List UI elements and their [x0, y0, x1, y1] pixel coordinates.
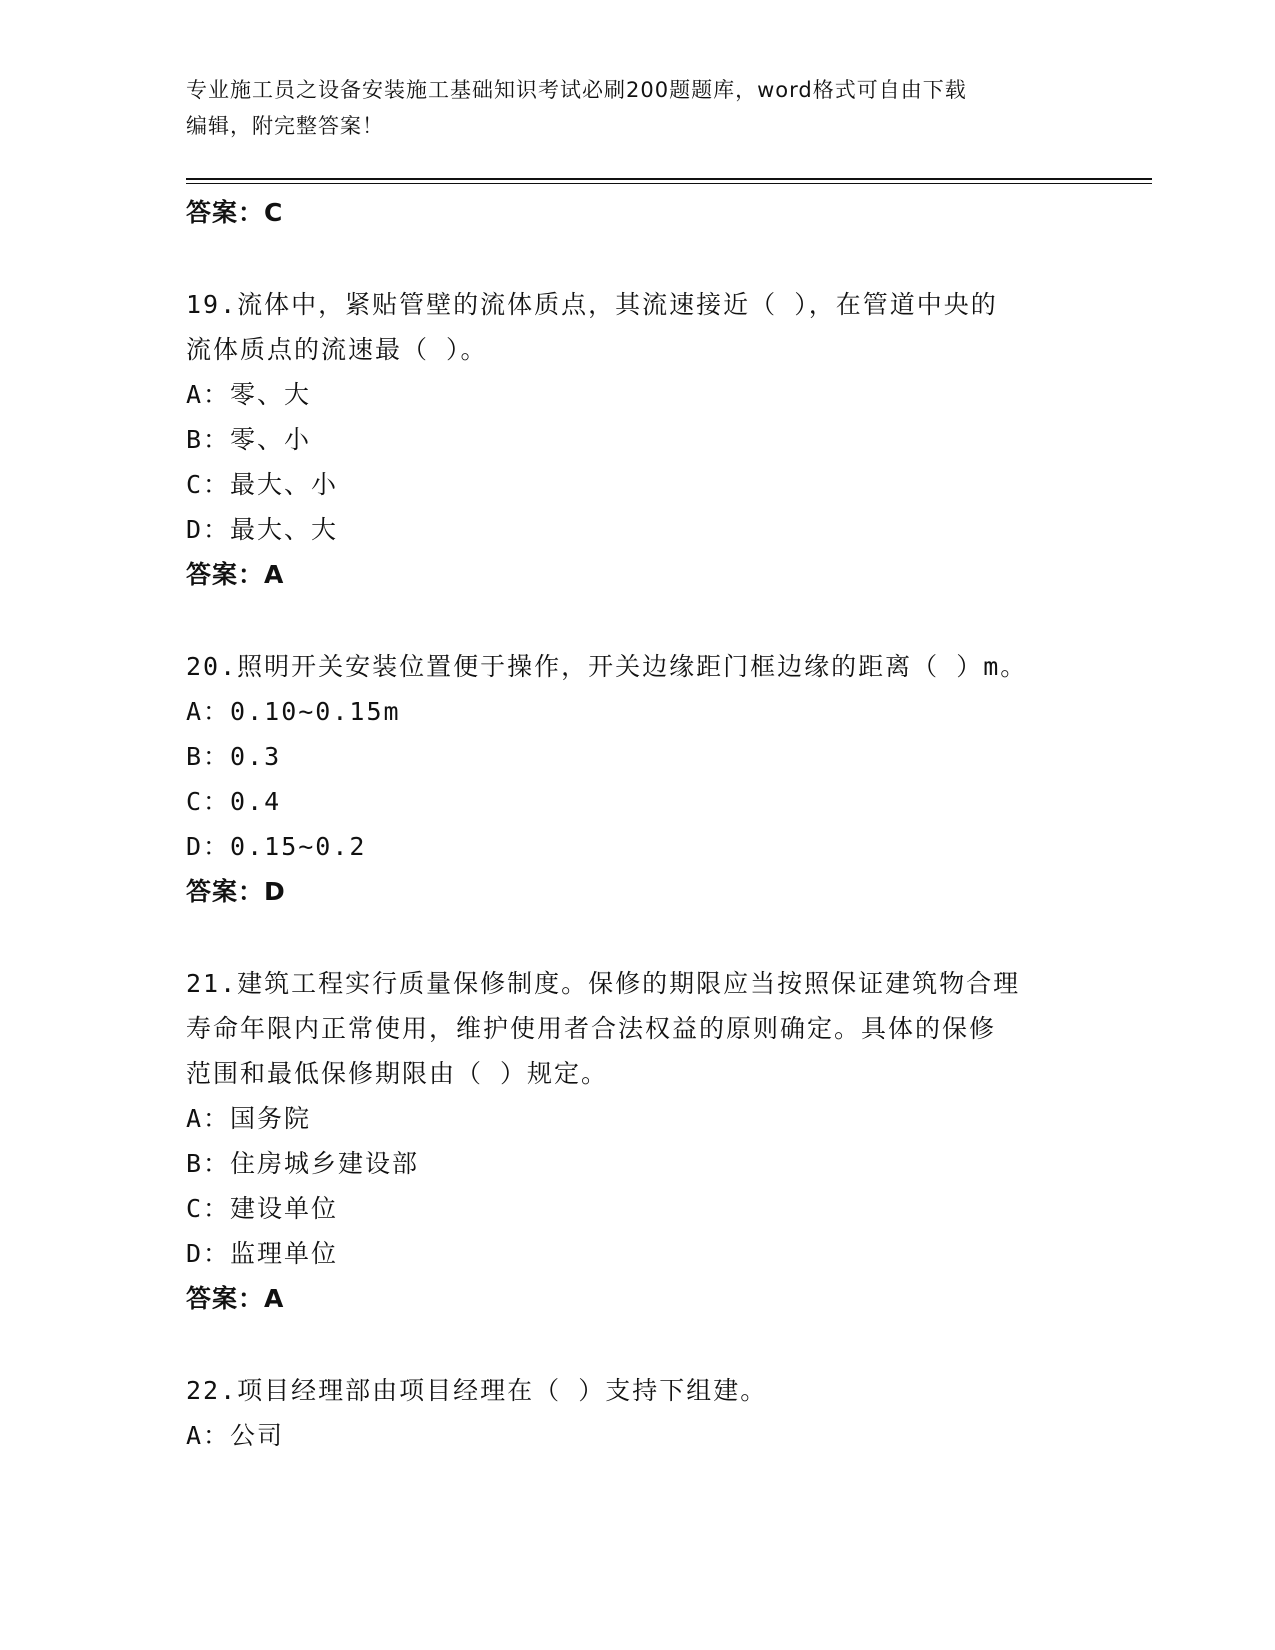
question-stem: 19.流体中，紧贴管壁的流体质点，其流速接近（ ），在管道中央的 — [186, 290, 998, 319]
header-line-2: 编辑，附完整答案！ — [186, 114, 384, 138]
question-stem: 21.建筑工程实行质量保修制度。保修的期限应当按照保证建筑物合理 — [186, 969, 1021, 998]
document-header — [186, 72, 1086, 144]
option-d: D：0.15~0.2 — [186, 832, 367, 861]
option-a: A：国务院 — [186, 1104, 312, 1133]
question-20 — [186, 644, 1086, 914]
question-22 — [186, 1368, 1086, 1458]
header-rule-top — [186, 178, 1152, 180]
option-b: B：零、小 — [186, 425, 312, 454]
option-a: A：零、大 — [186, 380, 312, 409]
option-c: C：0.4 — [186, 787, 282, 816]
option-d: D：最大、大 — [186, 515, 339, 544]
previous-answer: 答案：C — [186, 198, 284, 227]
answer: 答案：D — [186, 877, 286, 906]
answer: 答案：A — [186, 1284, 285, 1313]
option-b: B：住房城乡建设部 — [186, 1149, 420, 1178]
answer: 答案：A — [186, 560, 285, 589]
header-line-1: 专业施工员之设备安装施工基础知识考试必刷200题题库，word格式可自由下载 — [186, 78, 967, 102]
question-stem: 流体质点的流速最（ ）。 — [186, 335, 488, 364]
option-a: A：公司 — [186, 1421, 285, 1450]
option-c: C：最大、小 — [186, 470, 339, 499]
question-19 — [186, 282, 1086, 597]
option-a: A：0.10~0.15m — [186, 697, 401, 726]
question-stem: 22.项目经理部由项目经理在（ ）支持下组建。 — [186, 1376, 768, 1405]
question-content — [186, 190, 1086, 1458]
option-b: B：0.3 — [186, 742, 282, 771]
question-stem: 20.照明开关安装位置便于操作，开关边缘距门框边缘的距离（ ）m。 — [186, 652, 1028, 681]
question-21 — [186, 961, 1086, 1321]
question-stem: 寿命年限内正常使用，维护使用者合法权益的原则确定。具体的保修 — [186, 1014, 997, 1043]
option-d: D：监理单位 — [186, 1239, 339, 1268]
option-c: C：建设单位 — [186, 1194, 339, 1223]
header-rule-bottom — [186, 183, 1152, 184]
question-stem: 范围和最低保修期限由（ ）规定。 — [186, 1059, 609, 1088]
